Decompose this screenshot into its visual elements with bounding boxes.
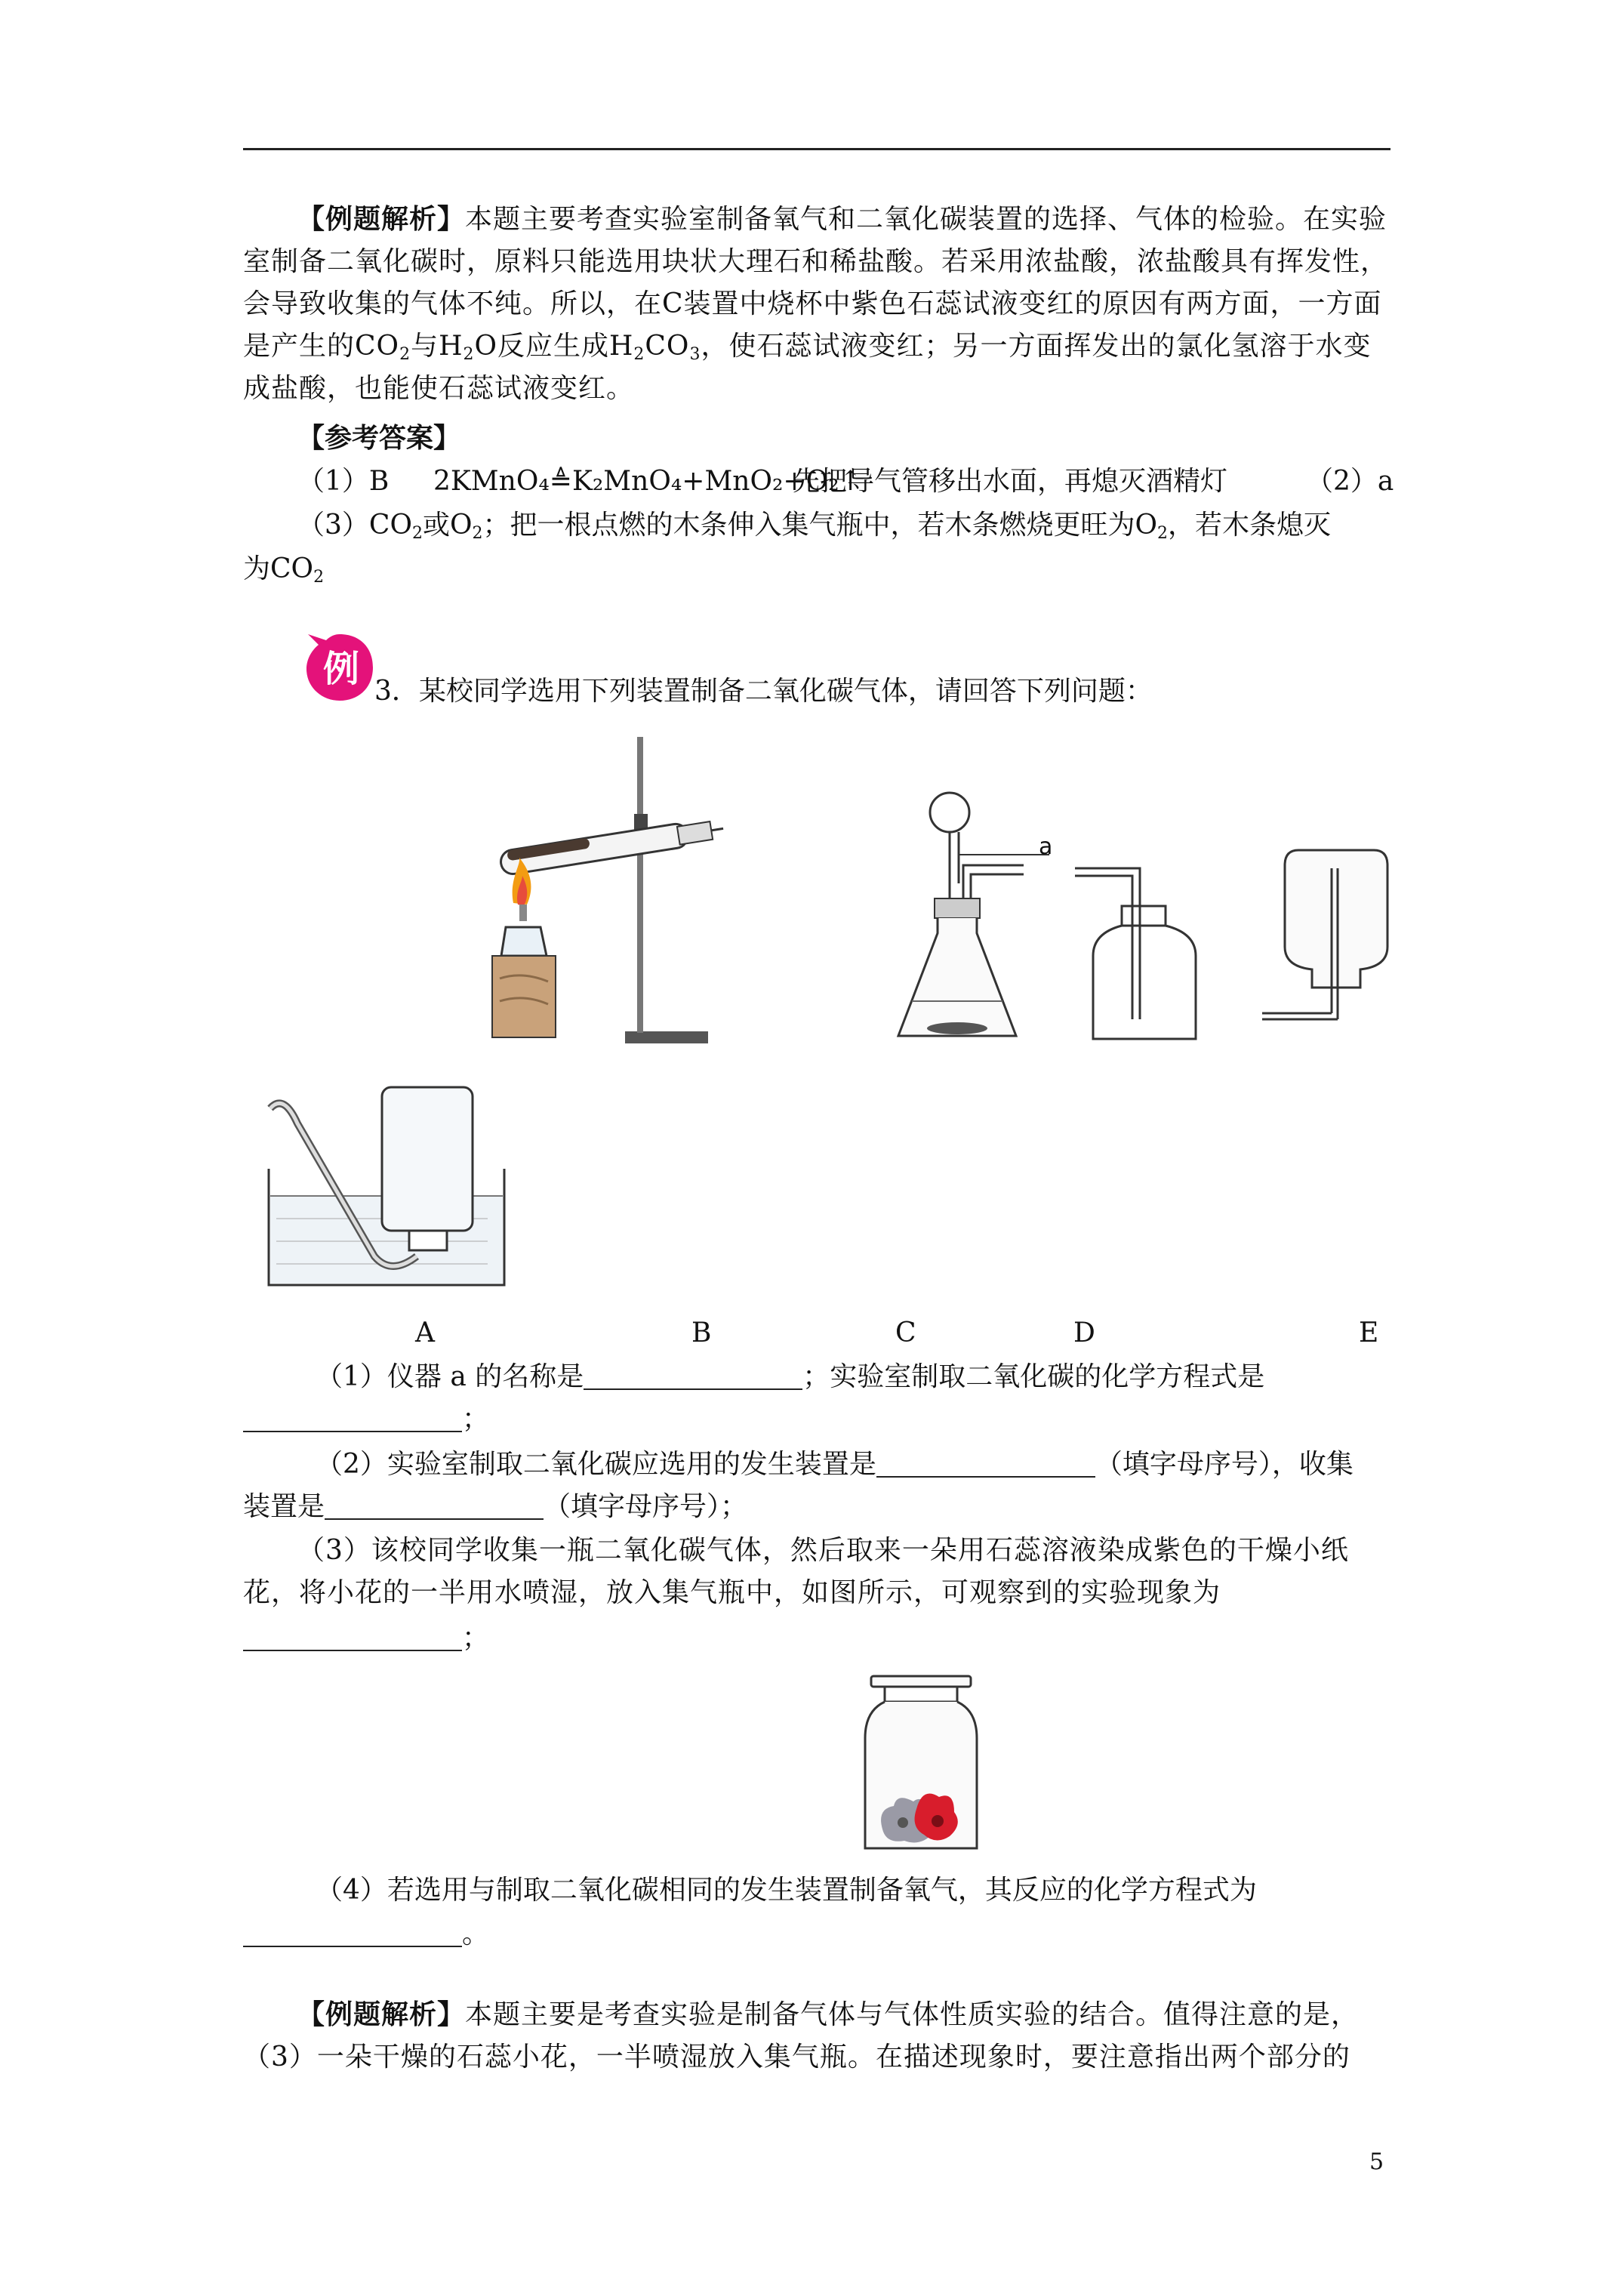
answer-equation: 2KMnO₄≜K₂MnO₄+MnO₂+O₂↑ <box>433 466 862 497</box>
answer-blank[interactable] <box>325 1493 544 1520</box>
answer-line-3: 为$CO_2$ <box>243 553 325 587</box>
apparatus-d <box>1259 846 1392 1027</box>
question-4-end: 。 <box>243 1913 489 1955</box>
answer-blank[interactable] <box>243 1624 462 1651</box>
question-1-end: ； <box>243 1398 489 1441</box>
example-badge <box>303 631 376 704</box>
analysis-paragraph-2: 【例题解析】本题主要是考查实验是制备气体与气体性质实验的结合。值得注意的是，（3）一朵干燥的石蕊小花，一半喷湿放入集气瓶。在描述现象时，要注意指出两个部分的 <box>243 1999 1360 2073</box>
answer-blank[interactable] <box>243 1405 462 1432</box>
figure-label-d: D <box>1073 1318 1095 1348</box>
gas-jar-with-flower <box>861 1673 981 1854</box>
answer-step: 先把导气管移出水面，再熄灭酒精灯 <box>793 466 1228 497</box>
page-number: 5 <box>1369 2149 1384 2175</box>
figure-label-b: B <box>691 1318 712 1348</box>
question-3: （3）该校同学收集一瓶二氧化碳气体，然后取来一朵用石蕊溶液染成紫色的干燥小纸花，将小花的一半用水喷湿，放入集气瓶中，如图所示，可观察到的实验现象为 <box>243 1535 1349 1608</box>
figure-label-a: A <box>415 1318 435 1348</box>
apparatus-e <box>261 1078 510 1290</box>
question-2: （2）实验室制取二氧化碳应选用的发生装置是 （填字母序号），收集 <box>316 1449 1354 1480</box>
answer-blank[interactable] <box>243 1920 462 1947</box>
question-4: （4）若选用与制取二氧化碳相同的发生装置制备氧气，其反应的化学方程式为 <box>316 1875 1257 1906</box>
question-3-end: ； <box>243 1617 489 1660</box>
answer-blank[interactable] <box>876 1450 1095 1478</box>
figure-label-c: C <box>895 1318 916 1348</box>
analysis-paragraph-1: 【例题解析】本题主要考查实验室制备氧气和二氧化碳装置的选择、气体的检验。在实验室制备二氧化碳时，原料只能选用块状大理石和稀盐酸。若采用浓盐酸，浓盐酸具有挥发性，会导致收集的气体不纯。所以，在C装置中烧杯中紫色石蕊试液变红的原因有两方面，一方面是产生的$CO_2$与$H_2O$反应生成$H_2CO_3$，使石蕊试液变红；另一方面挥发出的氯化氢溶于水变成盐酸，也能使石蕊试液变红。 <box>243 203 1389 404</box>
question-2-end: 装置是 （填字母序号）； <box>243 1491 748 1522</box>
header-rule <box>243 148 1390 150</box>
example-question: 3．某校同学选用下列装置制备二氧化碳气体，请回答下列问题： <box>374 676 1153 707</box>
svg-text:例: 例 <box>322 648 360 690</box>
answer-title: 【参考答案】 <box>297 422 461 454</box>
apparatus-a <box>485 729 726 1046</box>
figure-label-e: E <box>1359 1318 1379 1348</box>
answer-line-1: （1）B <box>297 466 390 497</box>
question-1: （1）仪器 a 的名称是 ；实验室制取二氧化碳的化学方程式是 <box>316 1361 1265 1392</box>
analysis-title: 【例题解析】 <box>297 203 466 235</box>
apparatus-c <box>1073 861 1209 1049</box>
badge-icon <box>303 631 376 704</box>
answer-blank[interactable] <box>584 1363 802 1390</box>
answer-line-2: $(3)CO_2$或$O_2$；把一根点燃的木条伸入集气瓶中，若木条燃烧更旺为$O_2$，若木条熄灭 <box>297 510 1332 543</box>
answer-part2: （2）a <box>1306 466 1394 497</box>
label-a: a <box>1039 834 1053 860</box>
apparatus-b <box>891 785 1057 1049</box>
